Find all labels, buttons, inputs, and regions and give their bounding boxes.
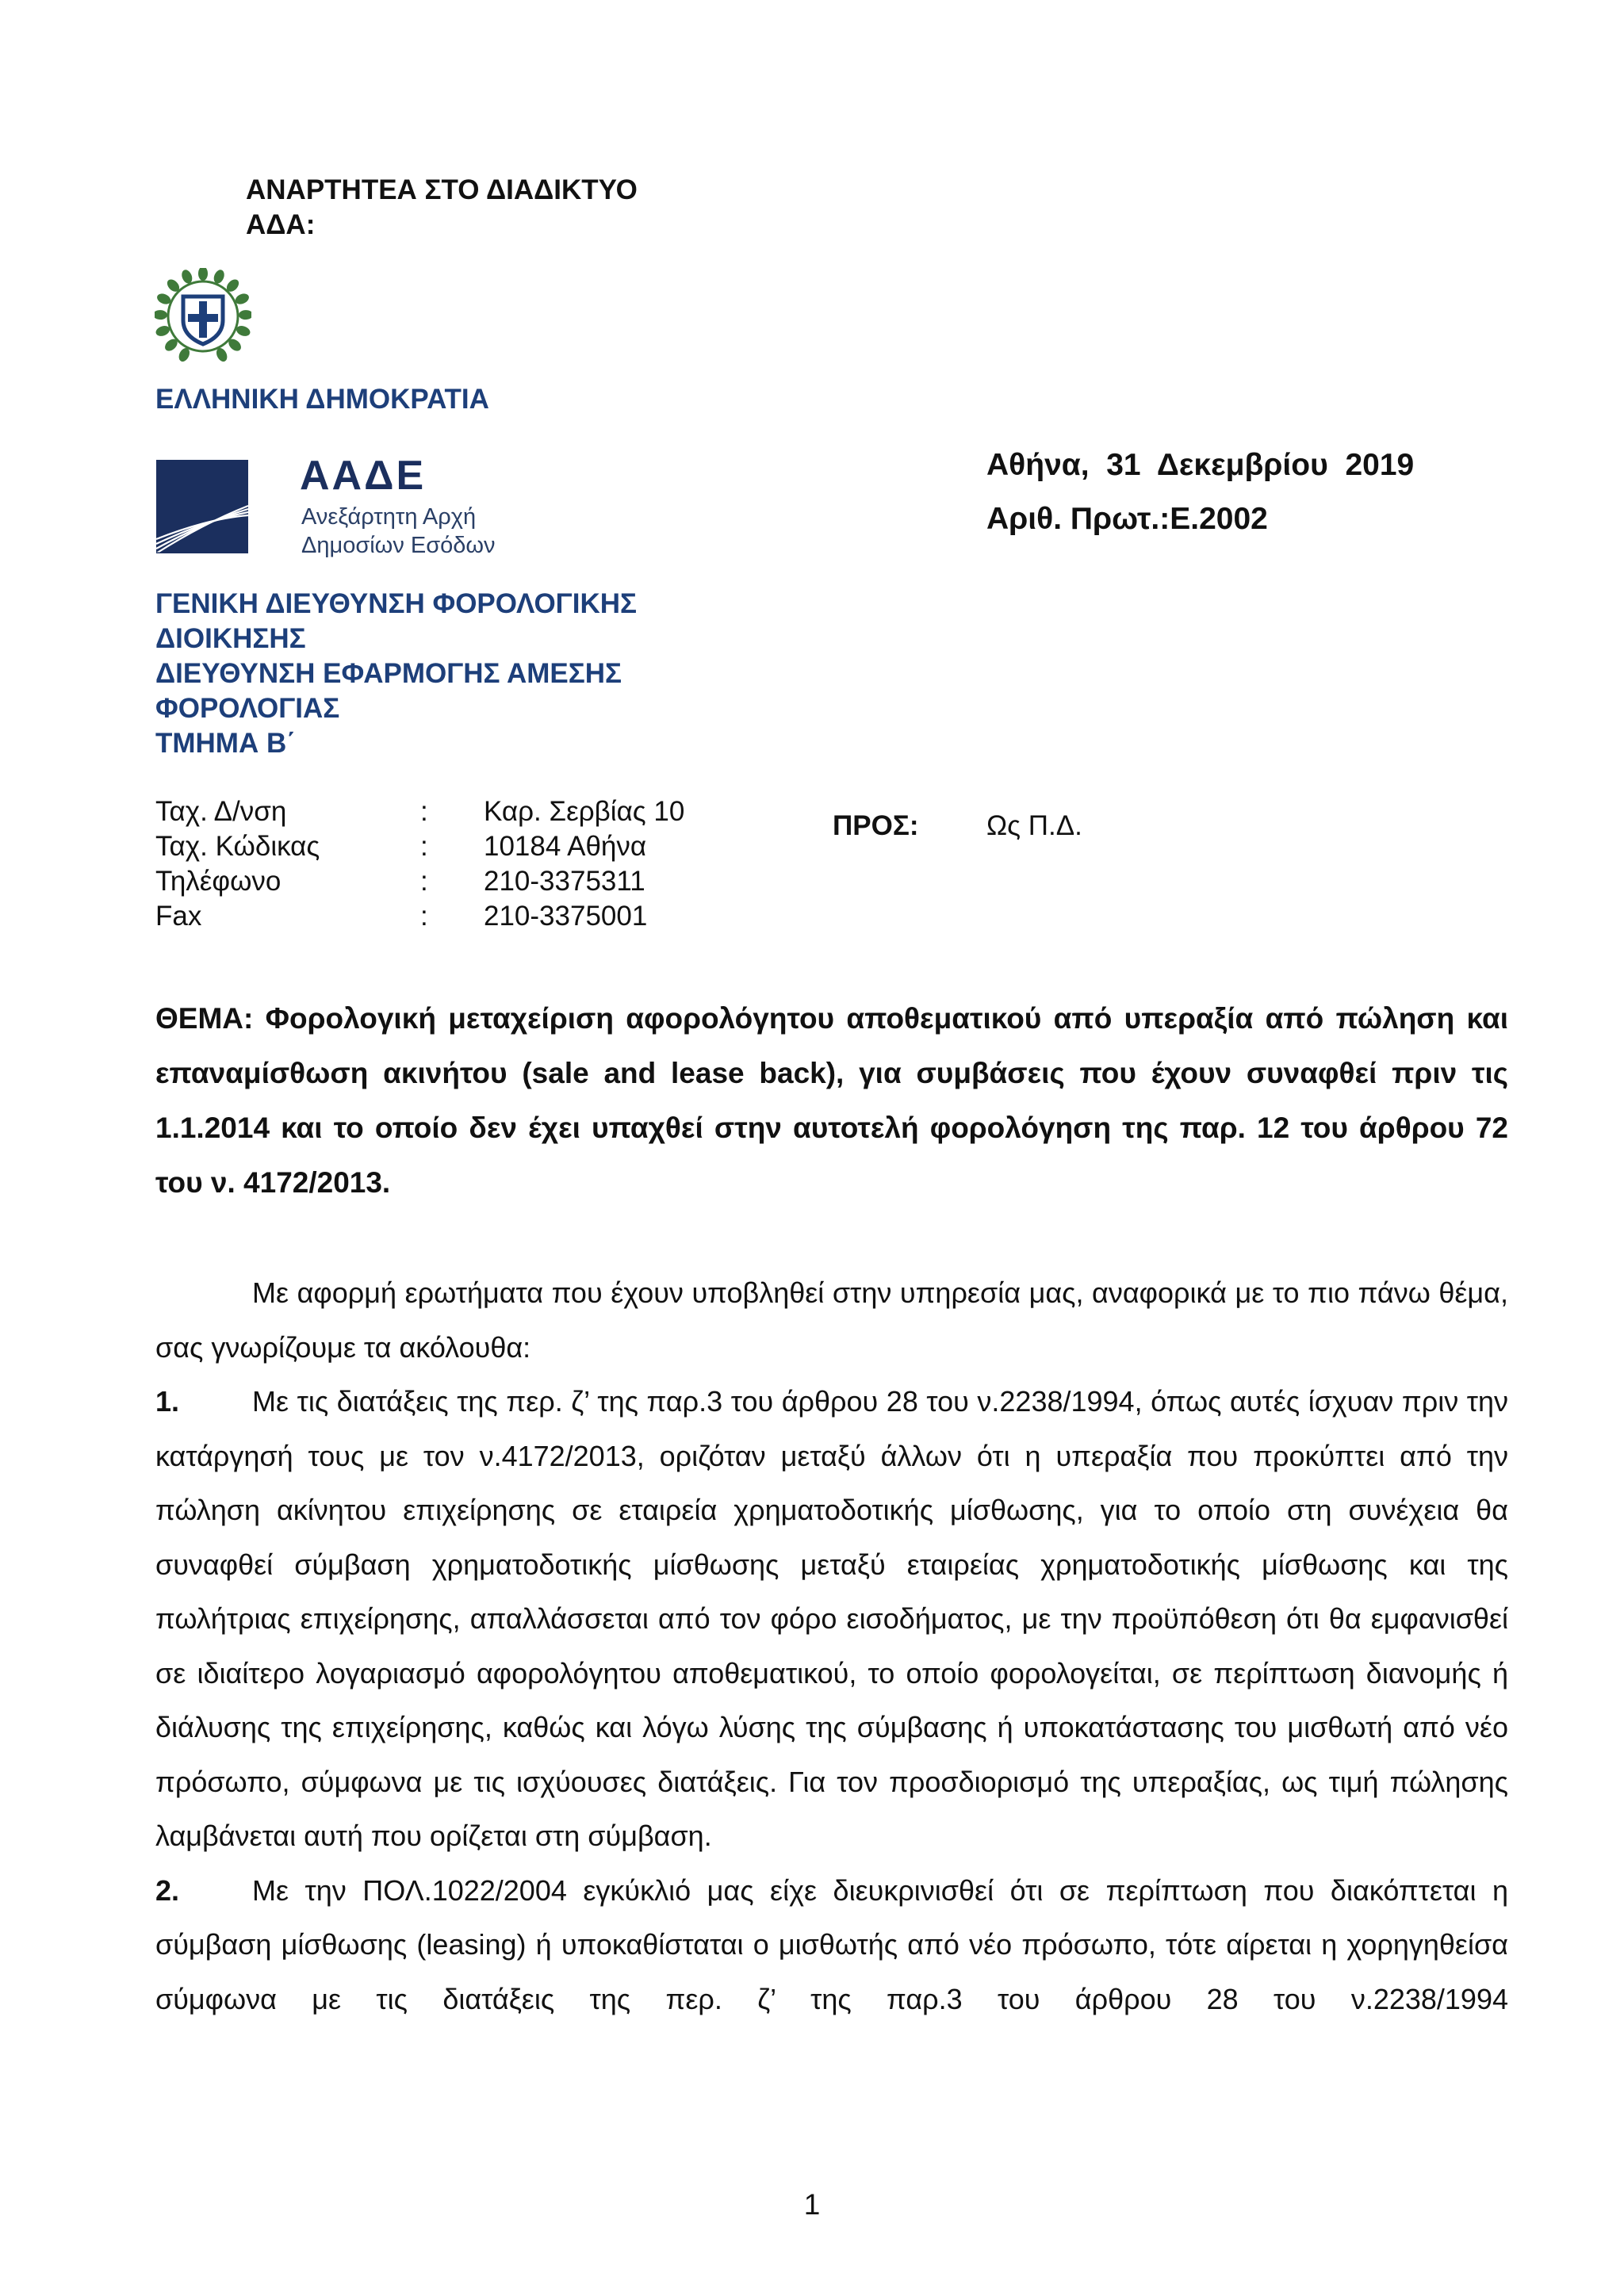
page-number: 1 xyxy=(803,2188,821,2221)
address-row xyxy=(155,864,726,899)
document-body xyxy=(155,1266,1508,2026)
document-subject: ΘΕΜΑ: Φορολογική μεταχείριση αφορολόγητου αποθεματικού από υπεραξία από πώληση και επαναμίσθωση ακινήτου (sale and lease back), για συμβάσεις που έχουν συναφθεί πριν τις 1.1.2014 και το οποίο δεν έχει υπαχθεί στην αυτοτελή φορολόγηση της παρ. 12 του άρθρου 72 του ν. 4172/2013. xyxy=(155,1002,1508,1199)
address-separator: : xyxy=(420,866,428,897)
directorate-line: ΤΜΗΜΑ Β΄ xyxy=(155,728,296,759)
paragraph-text: Με τις διατάξεις της περ. ζ’ της παρ.3 του άρθρου 28 του ν.2238/1994, όπως αυτές ίσχυαν πριν την κατάργησή τους με τον ν.4172/2013, οριζόταν μεταξύ άλλων ότι η υπεραξία που προκύπτει από την πώληση ακίνητου επιχείρησης σε εταιρεία χρηματοδοτικής μίσθωσης, για το οποίο στη συνέχεια θα συναφθεί σύμβαση χρηματοδοτικής μίσθωσης μεταξύ εταιρείας χρηματοδοτικής μίσθωσης και της πωλήτριας επιχείρησης, απαλλάσσεται από τον φόρο εισοδήματος, με την προϋπόθεση ότι θα εμφανισθεί σε ιδιαίτερο λογαριασμό αφορολόγητου αποθεματικού, το οποίο φορολογείται, σε περίπτωση διανομής ή διάλυσης της επιχείρησης, καθώς και λόγω λύσης της σύμβασης ή υποκατάστασης του μισθωτή από νέο πρόσωπο, σύμφωνα με τις ισχύουσες διατάξεις. Για τον προσδιορισμό της υπεραξίας, ως τιμή πώλησης λαμβάνεται αυτή που ορίζεται στη σύμβαση. xyxy=(155,1385,1508,1852)
issuer-directorate xyxy=(155,587,637,761)
posting-note-ada: ΑΔΑ: xyxy=(246,209,316,240)
posting-note xyxy=(246,173,638,243)
posting-note-line1: ΑΝΑΡΤΗΤΕΑ ΣΤΟ ΔΙΑΔΙΚΤΥΟ xyxy=(246,174,638,205)
document-meta xyxy=(986,438,1414,546)
address-separator: : xyxy=(420,901,428,932)
directorate-line: ΔΙΟΙΚΗΣΗΣ xyxy=(155,623,306,654)
numbered-paragraph xyxy=(155,1375,1508,1864)
address-row xyxy=(155,829,726,864)
greek-emblem-icon xyxy=(155,268,251,365)
paragraph-number: 1. xyxy=(155,1385,180,1418)
directorate-line: ΔΙΕΥΘΥΝΣΗ ΕΦΑΡΜΟΓΗΣ ΑΜΕΣΗΣ xyxy=(155,658,622,689)
address-label: Ταχ. Δ/νση xyxy=(155,796,287,827)
aade-logo-subtitle xyxy=(301,503,496,560)
address-value: 10184 Αθήνα xyxy=(484,831,647,862)
address-value: 210-3375001 xyxy=(484,901,648,932)
address-value: 210-3375311 xyxy=(484,866,645,897)
address-label: Τηλέφωνο xyxy=(155,866,282,897)
paragraph-text: Με την ΠΟΛ.1022/2004 εγκύκλιό μας είχε διευκρινισθεί ότι σε περίπτωση που διακόπτεται η σύμβαση μίσθωσης (leasing) ή υποκαθίσταται ο μισθωτής από νέο πρόσωπο, τότε αίρεται η χορηγηθείσα σύμφωνα με τις διατάξεις της περ. ζ’ της παρ.3 του άρθρου 28 του ν.2238/1994 xyxy=(155,1873,1508,2015)
aade-subtitle-line2: Δημοσίων Εσόδων xyxy=(301,533,496,558)
aade-logo-name: ΑΑΔΕ xyxy=(300,453,427,499)
recipient-label: ΠΡΟΣ: xyxy=(833,810,919,841)
aade-logo-icon xyxy=(156,460,248,553)
address-separator: : xyxy=(420,831,428,862)
address-block xyxy=(155,794,726,934)
address-row xyxy=(155,794,726,829)
address-label: Fax xyxy=(155,901,202,932)
directorate-line: ΦΟΡΟΛΟΓΙΑΣ xyxy=(155,693,340,724)
recipient-value: Ως Π.Δ. xyxy=(986,810,1082,841)
address-label: Ταχ. Κώδικας xyxy=(155,831,320,862)
numbered-paragraph xyxy=(155,1864,1508,2027)
intro-paragraph: Με αφορμή ερωτήματα που έχουν υποβληθεί στην υπηρεσία μας, αναφορικά με το πιο πάνω θέμα, σας γνωρίζουμε τα ακόλουθα: xyxy=(155,1276,1508,1364)
issuer-republic: ΕΛΛΗΝΙΚΗ ΔΗΜΟΚΡΑΤΙΑ xyxy=(155,384,489,415)
paragraph-number: 2. xyxy=(155,1873,180,1907)
address-value: Καρ. Σερβίας 10 xyxy=(484,796,685,827)
address-separator: : xyxy=(420,796,428,827)
aade-subtitle-line1: Ανεξάρτητη Αρχή xyxy=(301,504,477,530)
protocol-number: Αριθ. Πρωτ.:Ε.2002 xyxy=(986,502,1268,536)
directorate-line: ΓΕΝΙΚΗ ΔΙΕΥΘΥΝΣΗ ΦΟΡΟΛΟΓΙΚΗΣ xyxy=(155,588,637,619)
address-row xyxy=(155,899,726,934)
document-date: Αθήνα, 31 Δεκεμβρίου 2019 xyxy=(986,448,1415,482)
